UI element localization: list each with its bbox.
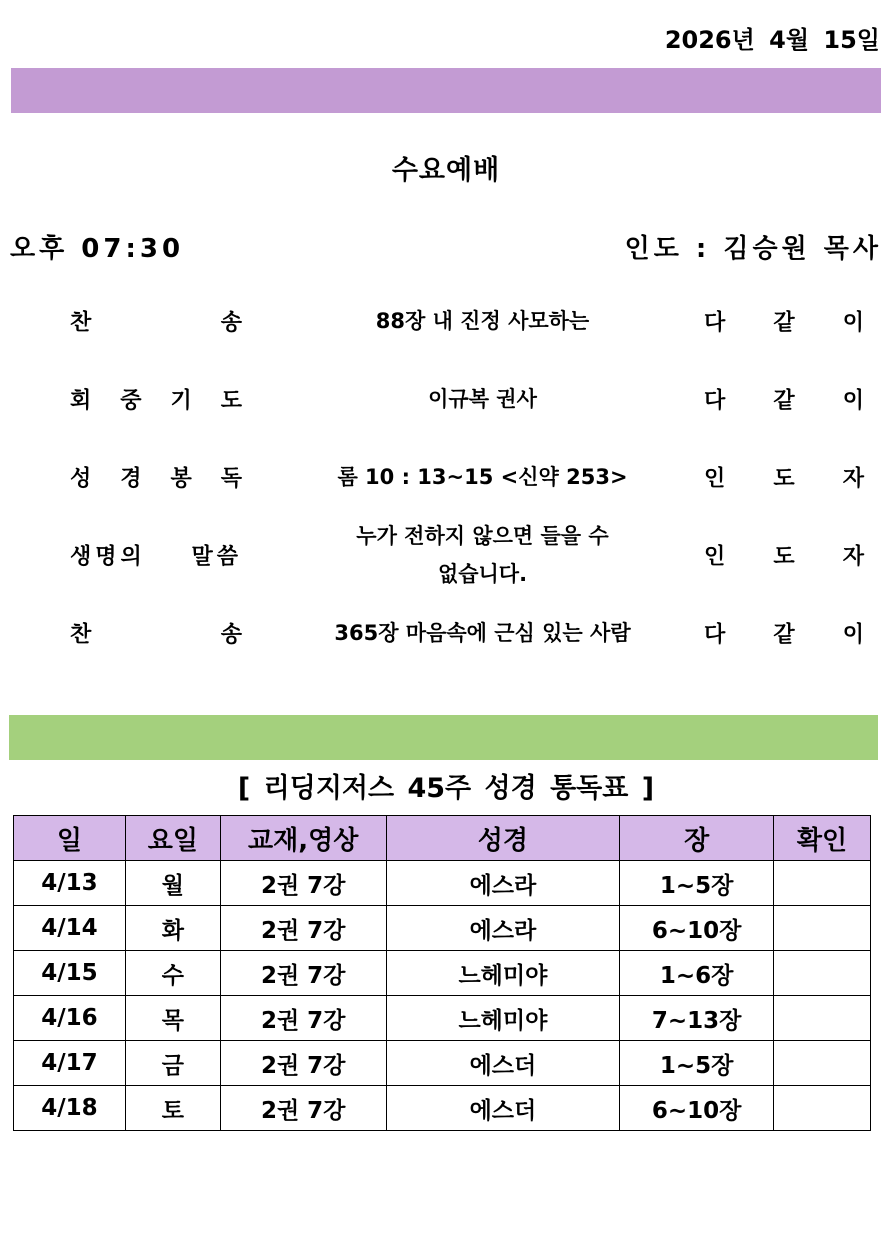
- cell-date: 4/18: [14, 1086, 126, 1131]
- order-row-prayer: [70, 360, 870, 438]
- order-of-service: [70, 282, 870, 672]
- green-divider-bar: [9, 715, 878, 760]
- cell-check[interactable]: [774, 906, 871, 951]
- cell-weekday: 토: [125, 1086, 220, 1131]
- cell-chapters: 7~13장: [620, 996, 774, 1041]
- table-row: [14, 906, 871, 951]
- header-check: 확인: [774, 816, 871, 861]
- service-time: 오후 07:30: [10, 234, 185, 264]
- order-content: 365장 마음속에 근심 있는 사람: [334, 621, 631, 645]
- order-label: 찬 송: [70, 310, 242, 336]
- order-row-hymn-closing: [70, 594, 870, 672]
- cell-check[interactable]: [774, 1041, 871, 1086]
- order-performer: 인 도 자: [704, 466, 864, 492]
- cell-book: 느헤미야: [386, 951, 620, 996]
- cell-book: 느헤미야: [386, 996, 620, 1041]
- order-performer: 다 같 이: [704, 310, 864, 336]
- order-performer: 다 같 이: [704, 622, 864, 648]
- order-row-scripture: [70, 438, 870, 516]
- cell-check[interactable]: [774, 996, 871, 1041]
- table-row: [14, 996, 871, 1041]
- cell-book: 에스더: [386, 1041, 620, 1086]
- cell-book: 에스라: [386, 861, 620, 906]
- order-performer: 인 도 자: [704, 544, 864, 570]
- cell-weekday: 목: [125, 996, 220, 1041]
- header-day: 일: [14, 816, 126, 861]
- cell-date: 4/14: [14, 906, 126, 951]
- cell-book: 에스더: [386, 1086, 620, 1131]
- cell-date: 4/16: [14, 996, 126, 1041]
- order-row-sermon: [70, 516, 870, 594]
- order-row-hymn-opening: [70, 282, 870, 360]
- service-title: 수요예배: [391, 155, 501, 186]
- cell-material: 2권 7강: [220, 996, 386, 1041]
- cell-weekday: 화: [125, 906, 220, 951]
- reading-plan-table: [13, 815, 871, 1131]
- bulletin-date: 2026년 4월 15일: [664, 26, 880, 54]
- cell-chapters: 1~6장: [620, 951, 774, 996]
- table-row: [14, 1086, 871, 1131]
- table-row: [14, 861, 871, 906]
- header-chapters: 장: [620, 816, 774, 861]
- order-performer: 다 같 이: [704, 388, 864, 414]
- order-content: 롬 10 : 13~15 <신약 253>: [337, 465, 628, 489]
- service-leader: 인도 : 김승원 목사: [624, 234, 882, 264]
- order-content: 88장 내 진정 사모하는: [375, 309, 590, 333]
- order-content: 이규복 권사: [428, 387, 537, 411]
- cell-material: 2권 7강: [220, 906, 386, 951]
- order-label: 회 중 기 도: [70, 388, 242, 414]
- cell-material: 2권 7강: [220, 861, 386, 906]
- reading-plan-title: [ 리딩지저스 45주 성경 통독표 ]: [237, 773, 655, 804]
- table-row: [14, 951, 871, 996]
- cell-check[interactable]: [774, 1086, 871, 1131]
- cell-check[interactable]: [774, 861, 871, 906]
- cell-weekday: 월: [125, 861, 220, 906]
- cell-date: 4/17: [14, 1041, 126, 1086]
- cell-chapters: 6~10장: [620, 906, 774, 951]
- cell-book: 에스라: [386, 906, 620, 951]
- cell-weekday: 금: [125, 1041, 220, 1086]
- order-label: 성 경 봉 독: [70, 466, 242, 492]
- header-book: 성경: [386, 816, 620, 861]
- cell-chapters: 1~5장: [620, 1041, 774, 1086]
- cell-material: 2권 7강: [220, 1086, 386, 1131]
- order-content: 누가 전하지 않으면 들을 수 없습니다.: [356, 524, 609, 586]
- cell-date: 4/13: [14, 861, 126, 906]
- cell-material: 2권 7강: [220, 951, 386, 996]
- cell-date: 4/15: [14, 951, 126, 996]
- purple-divider-bar: [11, 68, 881, 113]
- cell-material: 2권 7강: [220, 1041, 386, 1086]
- table-row: [14, 1041, 871, 1086]
- header-weekday: 요일: [125, 816, 220, 861]
- cell-weekday: 수: [125, 951, 220, 996]
- cell-chapters: 6~10장: [620, 1086, 774, 1131]
- order-label: 생명의 말씀: [70, 544, 242, 570]
- order-label: 찬 송: [70, 622, 242, 648]
- header-material: 교재,영상: [220, 816, 386, 861]
- cell-chapters: 1~5장: [620, 861, 774, 906]
- cell-check[interactable]: [774, 951, 871, 996]
- table-header-row: [14, 816, 871, 861]
